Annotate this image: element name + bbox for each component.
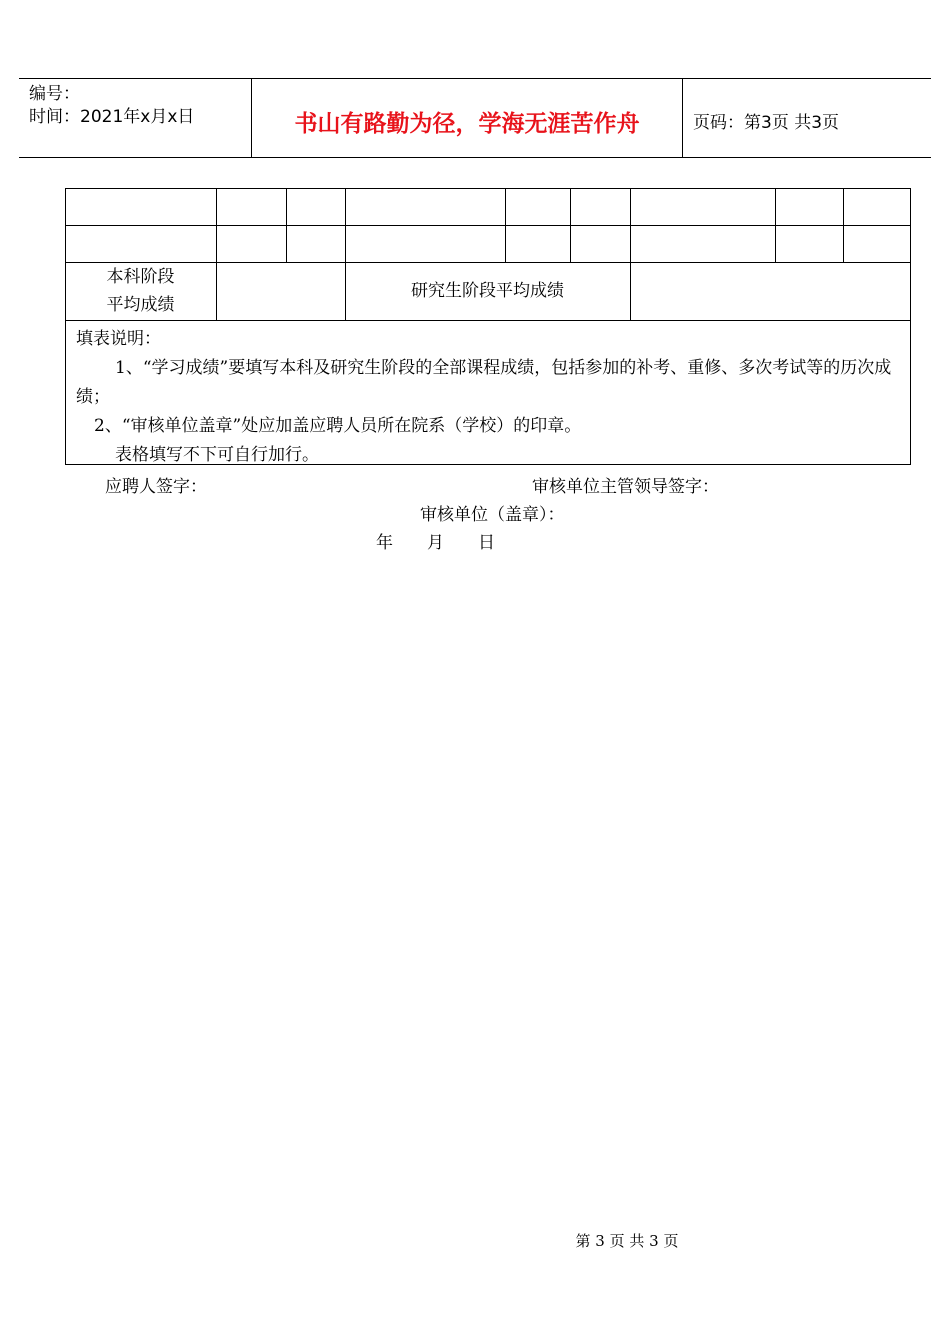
grades-table: [65, 188, 911, 465]
grad-avg-cell[interactable]: [631, 263, 910, 320]
undergrad-avg-label-line1: 本科阶段: [106, 267, 175, 287]
instructions-title: 填表说明：: [76, 329, 161, 349]
grade-row-2[interactable]: [66, 226, 910, 262]
applicant-signature-label: 应聘人签字：: [105, 477, 207, 497]
grade-row-1[interactable]: [66, 189, 910, 225]
header-meta: [29, 83, 194, 129]
motto-title: 书山有路勤为径，学海无涯苦作舟: [294, 111, 640, 137]
header-divider: [682, 79, 683, 157]
undergrad-avg-label-line2: 平均成绩: [106, 295, 175, 315]
table-rule: [65, 320, 911, 321]
grad-avg-label: 研究生阶段平均成绩: [411, 281, 564, 301]
undergrad-avg-label: [65, 263, 216, 319]
undergrad-avg-cell[interactable]: [217, 263, 345, 320]
serial-label: 编号：: [29, 84, 80, 104]
instruction-item-3: 表格填写不下可自行加行。: [115, 445, 319, 465]
instruction-item-2: 2、“审核单位盖章”处应加盖应聘人员所在院系（学校）的印章。: [94, 416, 582, 436]
reviewer-seal-label: 审核单位（盖章）：: [420, 505, 565, 525]
date-label: 年 月 日: [376, 533, 495, 553]
time-label: 时间：2021年x月x日: [29, 107, 195, 127]
page-info: 页码：第3页 共3页: [693, 113, 840, 133]
page-header: [19, 78, 931, 158]
form-instructions: [76, 325, 902, 470]
instruction-item-1: 1、“学习成绩”要填写本科及研究生阶段的全部课程成绩，包括参加的补考、重修、多次考试等的历次成绩；: [76, 358, 892, 407]
reviewer-leader-signature-label: 审核单位主管领导签字：: [532, 477, 719, 497]
table-border: [910, 188, 911, 465]
page-footer: 第 3 页 共 3 页: [575, 1232, 679, 1250]
